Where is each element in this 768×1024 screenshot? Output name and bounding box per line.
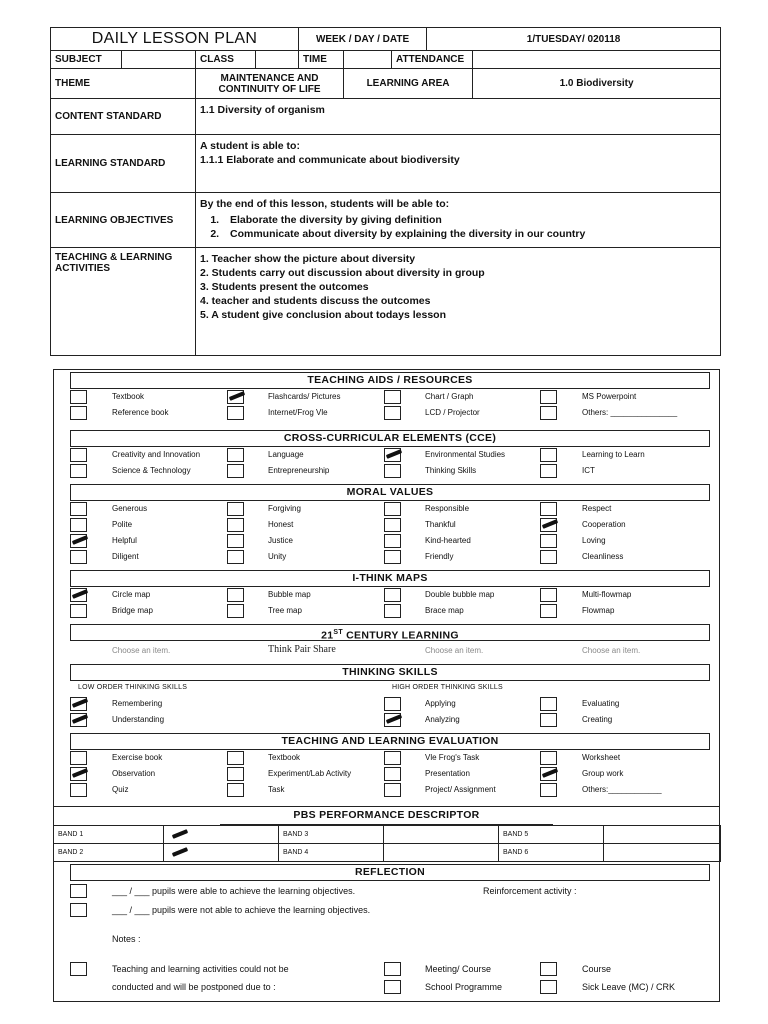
cce-label: ICT (582, 466, 595, 475)
moral-value-checkbox[interactable] (540, 550, 557, 564)
lesson-plan-header-table (50, 27, 721, 356)
objectives-list (222, 213, 716, 241)
thinking-skill-label: Analyzing (425, 715, 460, 724)
evaluation-checkbox[interactable] (70, 783, 87, 797)
moral-value-checkbox[interactable] (70, 550, 87, 564)
attendance-value[interactable] (473, 51, 721, 69)
subject-value[interactable] (122, 51, 196, 69)
postpone-text-line1: Teaching and learning activities could not be (112, 964, 289, 974)
band-5-check[interactable] (604, 826, 721, 844)
moral-value-checkbox[interactable] (227, 550, 244, 564)
evaluation-label: Group work (582, 769, 624, 778)
evaluation-checkbox[interactable] (384, 783, 401, 797)
teaching-aid-label: Internet/Frog Vle (268, 408, 328, 417)
evaluation-checkbox[interactable] (384, 751, 401, 765)
checkmark-icon (72, 535, 88, 545)
moral-value-checkbox[interactable] (227, 502, 244, 516)
band-4-check[interactable] (384, 844, 499, 862)
evaluation-label: Textbook (268, 753, 301, 762)
teaching-aid-label: Reference book (112, 408, 169, 417)
pbs-band-table (53, 825, 721, 862)
teaching-aid-label: LCD / Projector (425, 408, 480, 417)
objectives-intro: By the end of this lesson, students will be able to: (200, 198, 450, 210)
moral-value-label: Diligent (112, 552, 139, 561)
content-standard-value: 1.1 Diversity of organism (196, 99, 721, 135)
reflection-achieved-checkbox[interactable] (70, 884, 87, 898)
band-4-label: BAND 4 (279, 844, 384, 862)
sick-leave-checkbox[interactable] (540, 980, 557, 994)
moral-values-heading: MORAL VALUES (70, 484, 710, 501)
evaluation-checkbox[interactable] (227, 751, 244, 765)
school-programme-checkbox[interactable] (384, 980, 401, 994)
evaluation-label: Exercise book (112, 753, 163, 762)
cce-label: Entrepreneurship (268, 466, 330, 475)
ithink-map-label: Bubble map (268, 590, 311, 599)
checkmark-icon (72, 589, 88, 599)
century-choice-3[interactable]: Choose an item. (425, 646, 484, 655)
evaluation-label: Experiment/Lab Activity (268, 769, 352, 778)
content-standard-label: CONTENT STANDARD (51, 99, 196, 135)
teaching-aids-heading: TEACHING AIDS / RESOURCES (70, 372, 710, 389)
evaluation-checkbox[interactable] (70, 767, 87, 781)
moral-value-label: Polite (112, 520, 133, 529)
ithink-map-checkbox[interactable] (227, 604, 244, 618)
cce-checkbox[interactable] (384, 464, 401, 478)
century-suffix: ST (333, 629, 343, 636)
teaching-aid-checkbox[interactable] (227, 406, 244, 420)
band-1-check[interactable] (164, 826, 279, 844)
school-programme-label: School Programme (425, 982, 503, 992)
moral-value-label: Thankful (425, 520, 456, 529)
evaluation-checkbox[interactable] (70, 751, 87, 765)
cce-checkbox[interactable] (227, 464, 244, 478)
ithink-map-label: Flowmap (582, 606, 615, 615)
century-number: 21 (321, 629, 334, 642)
moral-value-checkbox[interactable] (384, 518, 401, 532)
moral-value-checkbox[interactable] (70, 518, 87, 532)
evaluation-checkbox[interactable] (227, 783, 244, 797)
ithink-map-checkbox[interactable] (384, 588, 401, 602)
activity-item: 4. teacher and students discuss the outcomes (200, 295, 431, 307)
band-5-label: BAND 5 (499, 826, 604, 844)
ithink-map-label: Bridge map (112, 606, 153, 615)
time-label: TIME (299, 51, 344, 69)
checkmark-icon (72, 714, 88, 724)
ithink-map-checkbox[interactable] (384, 604, 401, 618)
theme-label: THEME (51, 69, 196, 99)
century-choice-2[interactable]: Think Pair Share (268, 644, 336, 655)
evaluation-checkbox[interactable] (540, 783, 557, 797)
thinking-skill-checkbox[interactable] (70, 697, 87, 711)
ithink-map-label: Double bubble map (425, 590, 495, 599)
moral-value-label: Kind-hearted (425, 536, 471, 545)
moral-value-label: Forgiving (268, 504, 301, 513)
reflection-not-achieved-checkbox[interactable] (70, 903, 87, 917)
cce-label: Science & Technology (112, 466, 191, 475)
moral-value-checkbox[interactable] (540, 502, 557, 516)
evaluation-label: Project/ Assignment (425, 785, 496, 794)
teaching-aid-checkbox[interactable] (70, 390, 87, 404)
document-title: DAILY LESSON PLAN (51, 28, 299, 51)
band-2-label: BAND 2 (54, 844, 164, 862)
class-label: CLASS (196, 51, 256, 69)
thinking-skill-checkbox[interactable] (384, 713, 401, 727)
teaching-aid-checkbox[interactable] (540, 406, 557, 420)
ithink-map-label: Tree map (268, 606, 302, 615)
ithink-map-checkbox[interactable] (70, 604, 87, 618)
teaching-aid-checkbox[interactable] (384, 406, 401, 420)
evaluation-checkbox[interactable] (540, 751, 557, 765)
cce-heading: CROSS-CURRICULAR ELEMENTS (CCE) (70, 430, 710, 447)
century-choice-1[interactable]: Choose an item. (112, 646, 171, 655)
teaching-aid-label: Flashcards/ Pictures (268, 392, 341, 401)
learning-area-label: LEARNING AREA (344, 69, 473, 99)
band-2-check[interactable] (164, 844, 279, 862)
moral-value-label: Friendly (425, 552, 454, 561)
cce-checkbox[interactable] (70, 464, 87, 478)
teaching-aid-checkbox[interactable] (384, 390, 401, 404)
moral-value-label: Helpful (112, 536, 137, 545)
moral-value-label: Loving (582, 536, 606, 545)
ithink-map-checkbox[interactable] (540, 604, 557, 618)
activity-item: 2. Students carry out discussion about diversity in group (200, 267, 485, 279)
evaluation-label: Worksheet (582, 753, 621, 762)
activities-label: TEACHING & LEARNING ACTIVITIES (51, 248, 196, 356)
evaluation-label: Presentation (425, 769, 470, 778)
cce-checkbox[interactable] (227, 448, 244, 462)
evaluation-heading: TEACHING AND LEARNING EVALUATION (70, 733, 710, 750)
ithink-map-label: Circle map (112, 590, 151, 599)
cce-checkbox[interactable] (384, 448, 401, 462)
learning-standard-item: 1.1.1 Elaborate and communicate about biodiversity (200, 154, 460, 166)
teaching-aid-label: Textbook (112, 392, 145, 401)
activities-value (196, 248, 721, 356)
low-order-label: LOW ORDER THINKING SKILLS (78, 684, 188, 691)
checkmark-icon (386, 714, 402, 724)
band-1-label: BAND 1 (54, 826, 164, 844)
cce-label: Learning to Learn (582, 450, 645, 459)
thinking-skills-heading: THINKING SKILLS (70, 664, 710, 681)
band-3-check[interactable] (384, 826, 499, 844)
checkmark-icon (172, 829, 188, 839)
moral-value-label: Respect (582, 504, 612, 513)
teaching-aid-checkbox[interactable] (70, 406, 87, 420)
century-title-text: CENTURY LEARNING (342, 629, 459, 642)
ithink-map-label: Multi-flowmap (582, 590, 632, 599)
attendance-label: ATTENDANCE (392, 51, 473, 69)
moral-value-checkbox[interactable] (70, 534, 87, 548)
evaluation-label: Quiz (112, 785, 129, 794)
activity-item: 5. A student give conclusion about todays lesson (200, 309, 447, 321)
learning-standard-label: LEARNING STANDARD (51, 135, 196, 193)
thinking-skill-checkbox[interactable] (384, 697, 401, 711)
thinking-skill-label: Remembering (112, 699, 163, 708)
ithink-maps-heading: I-THINK MAPS (70, 570, 710, 587)
class-value[interactable] (256, 51, 299, 69)
cce-label: Creativity and Innovation (112, 450, 201, 459)
learning-area-value: 1.0 Biodiversity (473, 69, 721, 99)
reflection-achieved-text: ___ / ___ pupils were able to achieve the learning objectives. (112, 886, 356, 896)
high-order-label: HIGH ORDER THINKING SKILLS (392, 684, 503, 691)
checkmark-icon (542, 519, 558, 529)
checkmark-icon (542, 768, 558, 778)
objective-item: 2. Communicate about diversity by explaining the diversity in our country (222, 227, 716, 241)
evaluation-label: Vle Frog's Task (425, 753, 480, 762)
reflection-not-achieved-text: ___ / ___ pupils were not able to achieve the learning objectives. (112, 905, 371, 915)
learning-objectives-label: LEARNING OBJECTIVES (51, 193, 196, 248)
objective-item: 1. Elaborate the diversity by giving definition (222, 213, 716, 227)
thinking-skill-checkbox[interactable] (540, 713, 557, 727)
checkmark-icon (172, 847, 188, 857)
moral-value-checkbox[interactable] (384, 550, 401, 564)
band-6-label: BAND 6 (499, 844, 604, 862)
cce-checkbox[interactable] (540, 464, 557, 478)
ithink-map-label: Brace map (425, 606, 464, 615)
cce-label: Environmental Studies (425, 450, 506, 459)
teaching-aid-label: Chart / Graph (425, 392, 474, 401)
thinking-skill-label: Creating (582, 715, 613, 724)
moral-value-label: Cooperation (582, 520, 626, 529)
learning-standard-intro: A student is able to: (200, 140, 300, 152)
moral-value-label: Justice (268, 536, 293, 545)
ithink-map-checkbox[interactable] (540, 588, 557, 602)
reflection-heading: REFLECTION (70, 864, 710, 881)
century-choice-4[interactable]: Choose an item. (582, 646, 641, 655)
teaching-aid-checkbox[interactable] (540, 390, 557, 404)
evaluation-label: Others:____________ (582, 785, 662, 794)
evaluation-checkbox[interactable] (540, 767, 557, 781)
moral-value-label: Cleanliness (582, 552, 624, 561)
theme-value: MAINTENANCE AND CONTINUITY OF LIFE (196, 69, 344, 99)
checkmark-icon (72, 698, 88, 708)
moral-value-checkbox[interactable] (227, 518, 244, 532)
notes-label: Notes : (112, 934, 141, 944)
evaluation-label: Observation (112, 769, 156, 778)
reinforcement-label: Reinforcement activity : (483, 886, 577, 896)
cce-label: Language (268, 450, 304, 459)
checkmark-icon (229, 391, 245, 401)
week-day-date-value: 1/TUESDAY/ 020118 (427, 28, 721, 51)
week-day-date-label: WEEK / DAY / DATE (299, 28, 427, 51)
subject-label: SUBJECT (51, 51, 122, 69)
course-label: Course (582, 964, 612, 974)
cce-checkbox[interactable] (540, 448, 557, 462)
learning-objectives-value (196, 193, 721, 248)
meeting-course-label: Meeting/ Course (425, 964, 492, 974)
band-6-check[interactable] (604, 844, 721, 862)
thinking-skill-checkbox[interactable] (540, 697, 557, 711)
moral-value-checkbox[interactable] (227, 534, 244, 548)
teaching-aid-checkbox[interactable] (227, 390, 244, 404)
moral-value-label: Unity (268, 552, 287, 561)
course-checkbox[interactable] (540, 962, 557, 976)
pbs-divider (53, 806, 720, 807)
moral-value-checkbox[interactable] (384, 502, 401, 516)
teaching-aid-label: MS Powerpoint (582, 392, 637, 401)
ithink-map-checkbox[interactable] (227, 588, 244, 602)
moral-value-label: Generous (112, 504, 148, 513)
postpone-text-line2: conducted and will be postponed due to : (112, 982, 276, 992)
band-3-label: BAND 3 (279, 826, 384, 844)
cce-label: Thinking Skills (425, 466, 477, 475)
moral-value-checkbox[interactable] (540, 534, 557, 548)
postpone-checkbox[interactable] (70, 962, 87, 976)
time-value[interactable] (344, 51, 392, 69)
activity-item: 1. Teacher show the picture about diversity (200, 253, 416, 265)
moral-value-checkbox[interactable] (384, 534, 401, 548)
thinking-skill-label: Applying (425, 699, 456, 708)
sick-leave-label: Sick Leave (MC) / CRK (582, 982, 676, 992)
century-learning-heading (70, 624, 710, 641)
thinking-skill-label: Understanding (112, 715, 165, 724)
thinking-skill-label: Evaluating (582, 699, 620, 708)
cce-checkbox[interactable] (70, 448, 87, 462)
checkmark-icon (72, 768, 88, 778)
moral-value-checkbox[interactable] (540, 518, 557, 532)
evaluation-label: Task (268, 785, 285, 794)
evaluation-checkbox[interactable] (227, 767, 244, 781)
moral-value-checkbox[interactable] (70, 502, 87, 516)
checkmark-icon (386, 449, 402, 459)
teaching-aid-label: Others: _______________ (582, 408, 678, 417)
learning-standard-value (196, 135, 721, 193)
moral-value-label: Responsible (425, 504, 470, 513)
activity-item: 3. Students present the outcomes (200, 281, 369, 293)
ithink-map-checkbox[interactable] (70, 588, 87, 602)
meeting-course-checkbox[interactable] (384, 962, 401, 976)
evaluation-checkbox[interactable] (384, 767, 401, 781)
moral-value-label: Honest (268, 520, 294, 529)
pbs-heading: PBS PERFORMANCE DESCRIPTOR (220, 808, 553, 825)
thinking-skill-checkbox[interactable] (70, 713, 87, 727)
